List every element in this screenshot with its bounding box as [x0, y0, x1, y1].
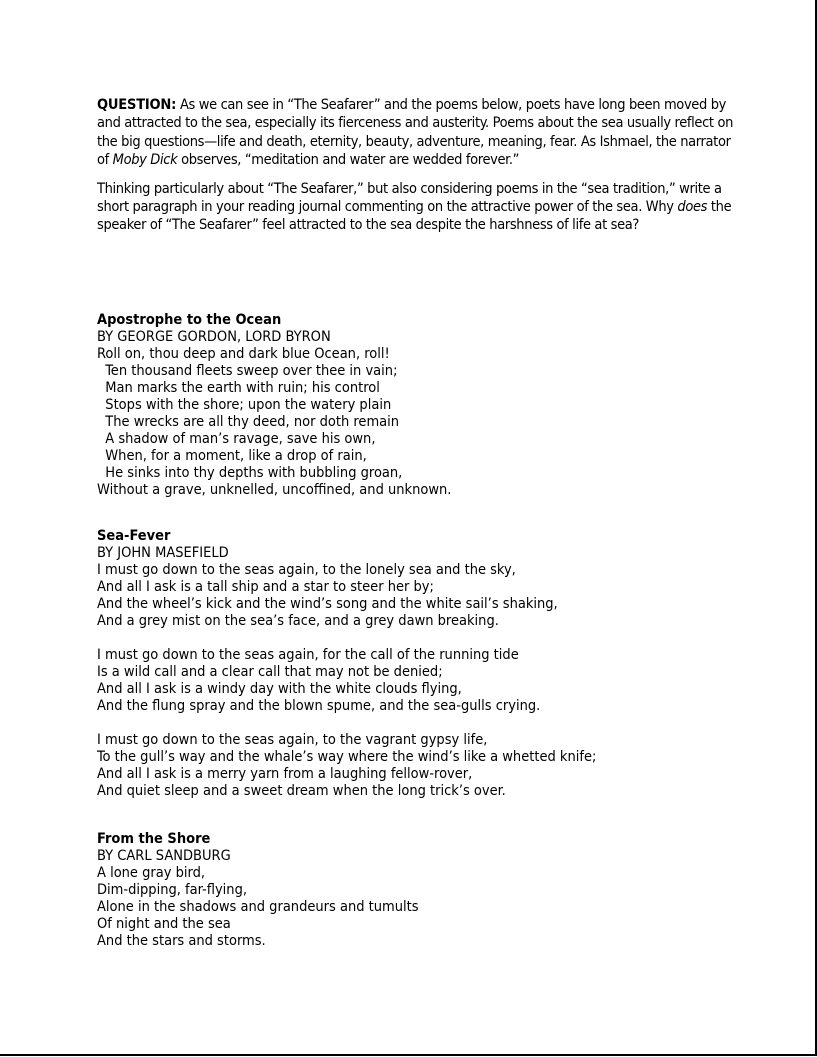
book-title: Moby Dick — [112, 152, 178, 169]
poem-line: To the gull’s way and the whale’s way where the wind’s like a whetted knife; — [97, 749, 597, 765]
poem-line: And the stars and storms. — [97, 933, 266, 949]
poem-stanza — [97, 732, 596, 800]
poem-author: BY CARL SANDBURG — [97, 848, 231, 864]
poem-apostrophe-to-the-ocean — [97, 312, 451, 499]
stanza-gap — [97, 715, 596, 732]
poem-line: Without a grave, unknelled, uncoffined, and unknown. — [97, 482, 452, 498]
poem-line: And all I ask is a merry yarn from a laughing fellow-rover, — [97, 766, 473, 782]
prompt-emphasis: does — [677, 199, 708, 216]
poem-stanza — [97, 346, 451, 499]
poem-author: BY GEORGE GORDON, LORD BYRON — [97, 329, 331, 345]
poem-line: A lone gray bird, — [97, 865, 206, 881]
poem-line: The wrecks are all thy deed, nor doth remain — [97, 414, 400, 430]
poem-line: Of night and the sea — [97, 916, 231, 932]
question-paragraph — [97, 96, 737, 170]
question-label: QUESTION: — [97, 97, 177, 113]
prompt-text-b: the speaker of “The Seafarer” feel attracted to the sea despite the harshness of life at sea? — [97, 199, 732, 234]
poem-author: BY JOHN MASEFIELD — [97, 545, 229, 561]
poem-line: I must go down to the seas again, for the call of the running tide — [97, 647, 519, 663]
poem-line: Alone in the shadows and grandeurs and tumults — [97, 899, 419, 915]
poem-line: He sinks into thy depths with bubbling groan, — [97, 465, 403, 481]
poem-title: Apostrophe to the Ocean — [97, 312, 282, 328]
poem-line: And quiet sleep and a sweet dream when the long trick’s over. — [97, 783, 506, 799]
poem-line: And the wheel’s kick and the wind’s song and the white sail’s shaking, — [97, 596, 558, 612]
poem-stanza — [97, 865, 419, 950]
poem-line: I must go down to the seas again, to the vagrant gypsy life, — [97, 732, 488, 748]
document-content — [97, 96, 737, 949]
poem-line: And all I ask is a windy day with the white clouds flying, — [97, 681, 462, 697]
poem-line: A shadow of man’s ravage, save his own, — [97, 431, 376, 447]
poem-line: And all I ask is a tall ship and a star to steer her by; — [97, 579, 434, 595]
poem-line: Dim-dipping, far-flying, — [97, 882, 248, 898]
poem-from-the-shore — [97, 831, 419, 950]
poem-line: Roll on, thou deep and dark blue Ocean, roll! — [97, 346, 390, 362]
poem-line: Is a wild call and a clear call that may not be denied; — [97, 664, 443, 680]
poem-stanza — [97, 647, 596, 715]
poem-stanza — [97, 562, 596, 630]
poem-line: I must go down to the seas again, to the lonely sea and the sky, — [97, 562, 516, 578]
poem-line: Stops with the shore; upon the watery plain — [97, 397, 392, 413]
poem-line: Ten thousand fleets sweep over thee in vain; — [97, 363, 398, 379]
stanza-gap — [97, 630, 596, 647]
poem-title: From the Shore — [97, 831, 211, 847]
poem-line: And the flung spray and the blown spume, and the sea-gulls crying. — [97, 698, 541, 714]
question-text-b: observes, “meditation and water are wedded forever.” — [177, 152, 520, 169]
question-text-a: As we can see in “The Seafarer” and the poems below, poets have long been moved by and attracted to the sea, especially its fierceness and austerity. Poems about the sea usually reflect on the big questions—life and death, eternity, beauty, adventure, meaning, fear. As Ishmael, the narrator of — [97, 97, 734, 169]
poem-sea-fever — [97, 528, 596, 800]
prompt-text-a: Thinking particularly about “The Seafarer,” but also considering poems in the “sea tradition,” write a short paragraph in your reading journal commenting on the attractive power of the sea. Why — [97, 180, 722, 216]
poem-line: And a grey mist on the sea’s face, and a grey dawn breaking. — [97, 613, 499, 629]
prompt-paragraph — [97, 180, 737, 235]
poem-line: When, for a moment, like a drop of rain, — [97, 448, 367, 464]
poem-title: Sea-Fever — [97, 528, 171, 544]
poem-line: Man marks the earth with ruin; his control — [97, 380, 380, 396]
